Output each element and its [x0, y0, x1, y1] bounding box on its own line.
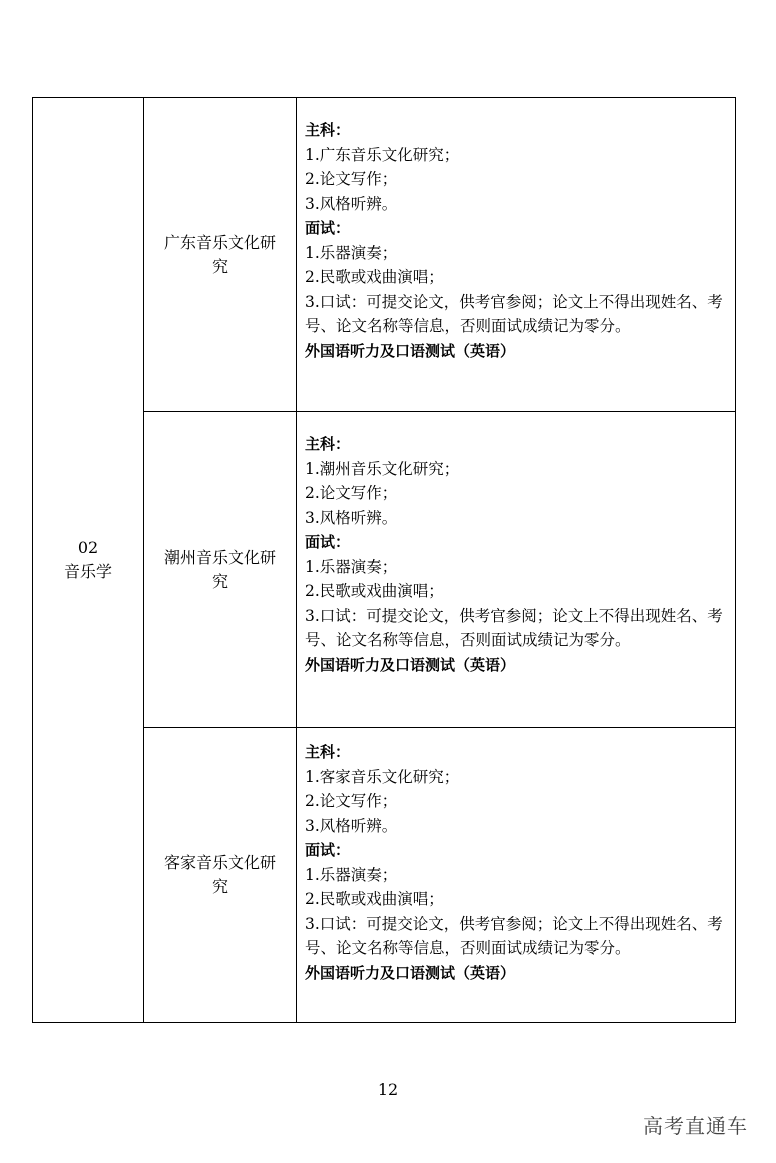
direction-cell: [144, 728, 297, 1023]
main-subject-item: 2.论文写作；: [305, 170, 398, 188]
main-subject-item: 3.风格听辨。: [305, 816, 398, 835]
interview-heading: 面试：: [305, 533, 351, 551]
main-subject-heading: 主科：: [305, 121, 351, 139]
main-subject-heading: 主科：: [305, 743, 351, 761]
direction-name: 潮州音乐文化研究: [163, 547, 276, 591]
interview-item: 1.乐器演奏；: [305, 865, 398, 884]
foreign-language-test: 外国语听力及口语测试（英语）: [305, 341, 516, 360]
watermark: 高考直通车: [643, 1114, 748, 1138]
major-name: 音乐学: [63, 562, 112, 581]
interview-item: 2.民歌或戏曲演唱；: [305, 268, 444, 286]
foreign-language-test: 外国语听力及口语测试（英语）: [305, 963, 516, 982]
main-subject-item: 1.客家音乐文化研究；: [305, 767, 460, 786]
direction-cell: [144, 412, 297, 728]
direction-cell: [144, 98, 297, 412]
main-subject-item: 2.论文写作；: [305, 792, 398, 810]
interview-heading: 面试：: [305, 219, 351, 237]
table-row: [33, 98, 736, 412]
exam-subjects-table: [32, 97, 736, 1023]
interview-item: 3.口试：可提交论文，供考官参阅；论文上不得出现姓名、考号、论文名称等信息，否则面试成绩记为零分。: [305, 914, 723, 957]
requirements-cell: [297, 412, 736, 728]
interview-item: 1.乐器演奏；: [305, 557, 398, 576]
main-subject-item: 1.广东音乐文化研究；: [305, 145, 460, 164]
interview-item: 3.口试：可提交论文，供考官参阅；论文上不得出现姓名、考号、论文名称等信息，否则面试成绩记为零分。: [305, 292, 723, 335]
interview-item: 2.民歌或戏曲演唱；: [305, 582, 444, 600]
interview-item: 1.乐器演奏；: [305, 243, 398, 262]
main-subject-heading: 主科：: [305, 435, 351, 453]
main-subject-item: 1.潮州音乐文化研究；: [305, 459, 460, 478]
major-code: 02: [77, 538, 99, 557]
main-subject-item: 3.风格听辨。: [305, 508, 398, 527]
requirements-cell: [297, 98, 736, 412]
interview-heading: 面试：: [305, 841, 351, 859]
direction-name: 客家音乐文化研究: [163, 853, 276, 896]
requirements-cell: [297, 728, 736, 1023]
foreign-language-test: 外国语听力及口语测试（英语）: [305, 655, 516, 674]
main-subject-item: 2.论文写作；: [305, 484, 398, 502]
page-number: 12: [377, 1080, 399, 1099]
major-cell: [33, 98, 144, 1023]
main-subject-item: 3.风格听辨。: [305, 194, 398, 213]
direction-name: 广东音乐文化研究: [163, 232, 276, 276]
interview-item: 2.民歌或戏曲演唱；: [305, 890, 444, 908]
interview-item: 3.口试：可提交论文，供考官参阅；论文上不得出现姓名、考号、论文名称等信息，否则面试成绩记为零分。: [305, 606, 723, 649]
